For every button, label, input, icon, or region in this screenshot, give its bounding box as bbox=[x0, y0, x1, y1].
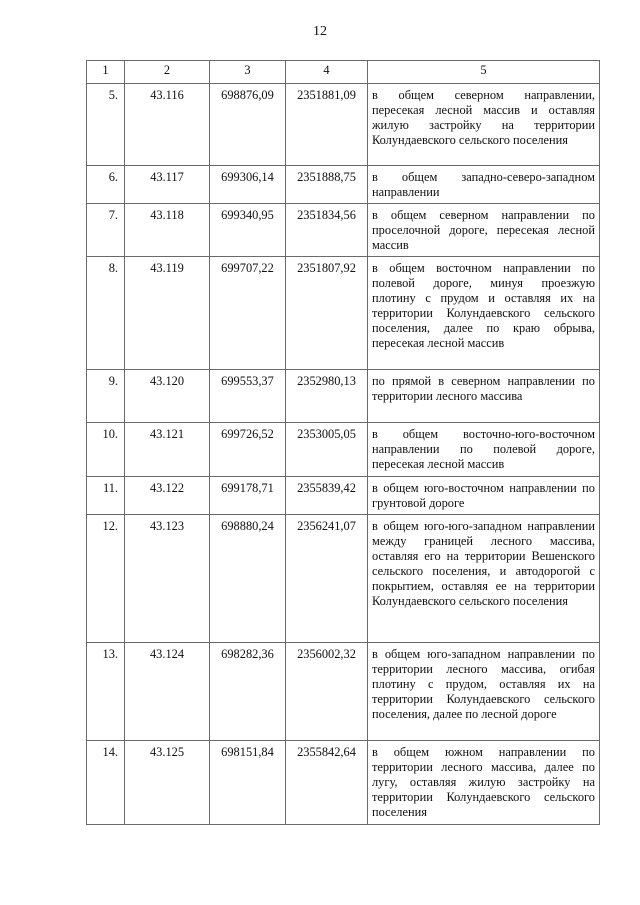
page-number: 12 bbox=[313, 24, 327, 39]
row-number: 9. bbox=[87, 370, 125, 423]
coordinate-x: 699306,14 bbox=[210, 166, 286, 204]
point-id: 43.123 bbox=[125, 515, 210, 643]
row-number: 5. bbox=[87, 84, 125, 166]
boundary-description: в общем восточном направлении по полевой дороге, минуя проезжую плотину с прудом и оставляя их на территории Колундаевского сельского поселения, далее по краю обрыва, пересекая лесной массив bbox=[368, 257, 600, 370]
coordinate-x: 698876,09 bbox=[210, 84, 286, 166]
column-header: 4 bbox=[286, 61, 368, 84]
table-row bbox=[87, 477, 600, 515]
table-row bbox=[87, 643, 600, 741]
coordinate-y: 2353005,05 bbox=[286, 423, 368, 477]
coordinate-y: 2356241,07 bbox=[286, 515, 368, 643]
column-header: 2 bbox=[125, 61, 210, 84]
coordinate-y: 2352980,13 bbox=[286, 370, 368, 423]
coordinate-y: 2356002,32 bbox=[286, 643, 368, 741]
point-id: 43.124 bbox=[125, 643, 210, 741]
coordinate-y: 2351807,92 bbox=[286, 257, 368, 370]
boundary-description: в общем восточно-юго-восточном направлении по полевой дороге, пересекая лесной массив bbox=[368, 423, 600, 477]
coordinate-x: 698282,36 bbox=[210, 643, 286, 741]
point-id: 43.121 bbox=[125, 423, 210, 477]
coordinate-x: 698880,24 bbox=[210, 515, 286, 643]
table-row bbox=[87, 84, 600, 166]
row-number: 11. bbox=[87, 477, 125, 515]
point-id: 43.125 bbox=[125, 741, 210, 825]
row-number: 14. bbox=[87, 741, 125, 825]
point-id: 43.117 bbox=[125, 166, 210, 204]
boundary-description: в общем юго-восточном направлении по грунтовой дороге bbox=[368, 477, 600, 515]
coordinate-y: 2355839,42 bbox=[286, 477, 368, 515]
table-row bbox=[87, 741, 600, 825]
boundary-description: в общем юго-западном направлении по территории лесного массива, огибая плотину с прудом, оставляя их на территории Колундаевского сельского поселения, далее по лесной дороге bbox=[368, 643, 600, 741]
boundary-description: в общем северном направлении, пересекая лесной массив и оставляя жилую застройку на территории Колундаевского сельского поселения bbox=[368, 84, 600, 166]
boundary-description: в общем северном направлении по проселочной дороге, пересекая лесной массив bbox=[368, 204, 600, 257]
column-header: 5 bbox=[368, 61, 600, 84]
row-number: 6. bbox=[87, 166, 125, 204]
coordinate-x: 699726,52 bbox=[210, 423, 286, 477]
table-row bbox=[87, 166, 600, 204]
column-header: 1 bbox=[87, 61, 125, 84]
table-row bbox=[87, 204, 600, 257]
boundary-description: в общем южном направлении по территории лесного массива, далее по лугу, оставляя жилую застройку на территории Колундаевского сельского поселения bbox=[368, 741, 600, 825]
boundary-description: в общем юго-юго-западном направлении между границей лесного массива, оставляя его на территории Вешенского сельского поселения, и автодорогой с покрытием, оставляя ее на территории Колундаевского сельского поселения bbox=[368, 515, 600, 643]
coordinate-y: 2355842,64 bbox=[286, 741, 368, 825]
coordinate-x: 699707,22 bbox=[210, 257, 286, 370]
point-id: 43.119 bbox=[125, 257, 210, 370]
row-number: 10. bbox=[87, 423, 125, 477]
point-id: 43.120 bbox=[125, 370, 210, 423]
coordinate-y: 2351888,75 bbox=[286, 166, 368, 204]
coordinate-x: 699340,95 bbox=[210, 204, 286, 257]
row-number: 13. bbox=[87, 643, 125, 741]
coordinate-x: 698151,84 bbox=[210, 741, 286, 825]
table-row bbox=[87, 257, 600, 370]
table-row bbox=[87, 515, 600, 643]
table-row bbox=[87, 370, 600, 423]
coordinate-y: 2351881,09 bbox=[286, 84, 368, 166]
row-number: 12. bbox=[87, 515, 125, 643]
point-id: 43.118 bbox=[125, 204, 210, 257]
row-number: 8. bbox=[87, 257, 125, 370]
coordinate-x: 699553,37 bbox=[210, 370, 286, 423]
coordinate-y: 2351834,56 bbox=[286, 204, 368, 257]
point-id: 43.116 bbox=[125, 84, 210, 166]
boundary-description: по прямой в северном направлении по территории лесного массива bbox=[368, 370, 600, 423]
coordinate-x: 699178,71 bbox=[210, 477, 286, 515]
boundary-table bbox=[86, 60, 600, 825]
boundary-description: в общем западно-северо-западном направлении bbox=[368, 166, 600, 204]
table-row bbox=[87, 423, 600, 477]
point-id: 43.122 bbox=[125, 477, 210, 515]
header-row bbox=[87, 61, 600, 84]
column-header: 3 bbox=[210, 61, 286, 84]
row-number: 7. bbox=[87, 204, 125, 257]
